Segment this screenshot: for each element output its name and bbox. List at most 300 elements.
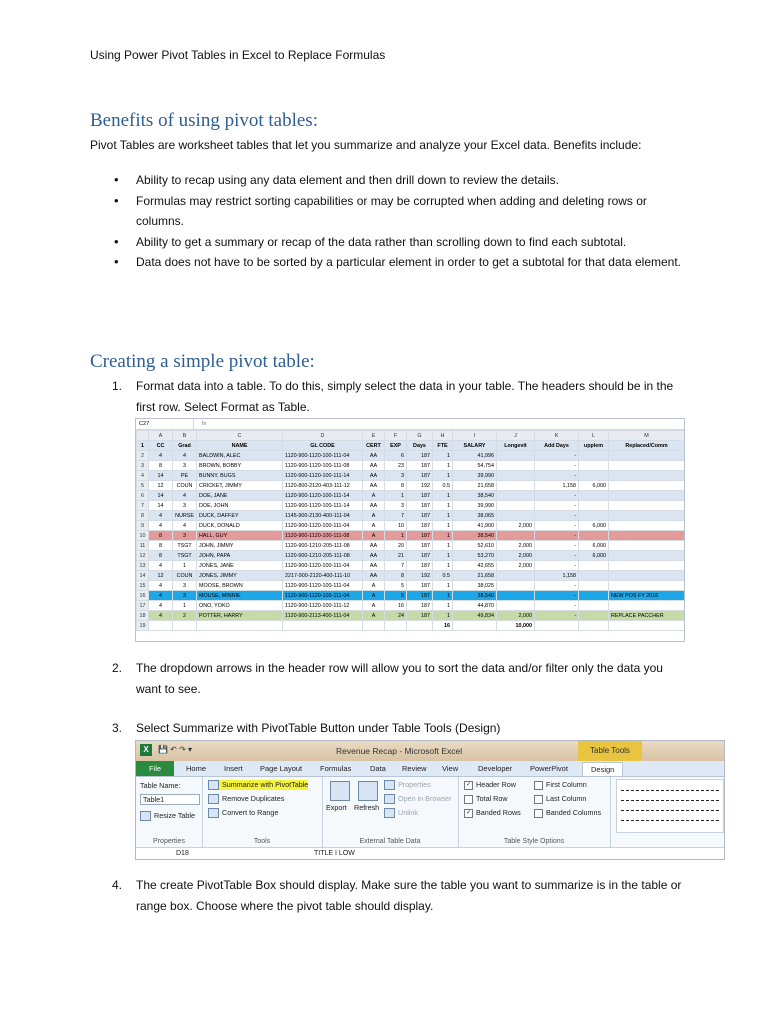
table-row	[137, 551, 685, 561]
quick-access-icons: 💾 ↶ ↷ ▾	[158, 745, 193, 754]
row-number: 19	[137, 621, 149, 631]
table-cell: -	[535, 511, 579, 521]
section-heading-benefits: Benefits of using pivot tables:	[90, 110, 318, 131]
table-cell: 39,990	[453, 471, 497, 481]
table-cell: 6,000	[579, 551, 609, 561]
table-cell: 3	[173, 461, 197, 471]
table-cell: 6,000	[579, 541, 609, 551]
refresh-icon	[358, 781, 378, 801]
table-cell: DUCK, DAFFEY	[197, 511, 283, 521]
table-cell: -	[535, 601, 579, 611]
unlink-button[interactable]: Unlink	[384, 808, 418, 818]
table-cell: 53,270	[453, 551, 497, 561]
table-cell: MOOSE, BROWN	[197, 581, 283, 591]
remove-duplicates-button[interactable]: Remove Duplicates	[208, 794, 284, 804]
table-cell: -	[535, 551, 579, 561]
table-header-row: 1 CC Grad NAME GL CODE CERT EXP Days FTE SALARY Longevit Add Days upplem Replaced/Comm	[137, 441, 685, 451]
table-cell: 10,000	[497, 621, 535, 631]
table-cell: 41,900	[453, 521, 497, 531]
table-cell: MOUSE, MINNIE	[197, 591, 283, 601]
open-in-browser-button[interactable]: Open in Browser	[384, 794, 452, 804]
banded-columns-checkbox[interactable]: Banded Columns	[534, 808, 601, 818]
table-cell: 1	[433, 541, 453, 551]
list-item: • Ability to recap using any data element and then drill down to review the details.	[112, 170, 682, 191]
table-cell	[609, 471, 685, 481]
table-cell	[609, 551, 685, 561]
table-row	[137, 581, 685, 591]
table-cell: DUCK, DONALD	[197, 521, 283, 531]
table-cell: 4	[149, 561, 173, 571]
tab-page-layout[interactable]: Page Layout	[260, 764, 303, 773]
table-cell: 1145-900-2130-400-111-04	[283, 511, 363, 521]
table-cell: 8	[385, 571, 407, 581]
intro-paragraph: Pivot Tables are worksheet tables that let you summarize and analyze your Excel data. Benefits include:	[90, 138, 642, 152]
table-cell	[609, 451, 685, 461]
table-cell	[579, 491, 609, 501]
table-cell: PE	[173, 471, 197, 481]
table-cell: -	[535, 461, 579, 471]
table-cell: 1	[433, 451, 453, 461]
table-cell	[497, 531, 535, 541]
table-row	[137, 521, 685, 531]
table-cell: 1	[433, 501, 453, 511]
convert-range-icon	[208, 808, 219, 818]
table-cell: 23	[385, 461, 407, 471]
table-cell: 1	[433, 601, 453, 611]
table-cell: 4	[173, 491, 197, 501]
table-cell: 8	[149, 461, 173, 471]
table-cell: NURSE	[173, 511, 197, 521]
table-row	[137, 621, 685, 631]
table-cell	[579, 621, 609, 631]
row-number: 16	[137, 591, 149, 601]
table-row	[137, 511, 685, 521]
table-cell: 1	[433, 471, 453, 481]
table-cell: JOHN, JIMMY	[197, 541, 283, 551]
table-row	[137, 561, 685, 571]
table-row	[137, 541, 685, 551]
table-cell	[497, 461, 535, 471]
table-cell: 41,996	[453, 451, 497, 461]
table-cell: 3	[173, 581, 197, 591]
ribbon-formula-strip	[136, 847, 724, 860]
table-cell: DOE, JANE	[197, 491, 283, 501]
table-cell: A	[363, 581, 385, 591]
header-row-checkbox[interactable]: ✓ Header Row	[465, 780, 516, 789]
ribbon-body	[136, 777, 724, 847]
table-row	[137, 601, 685, 611]
table-cell	[609, 601, 685, 611]
row-number: 6	[137, 491, 149, 501]
step-text: The create PivotTable Box should display. Make sure the table you want to summarize is in the table or range box. Choose where the pivot table should display.	[136, 878, 682, 913]
excel-ribbon-screenshot	[135, 740, 725, 860]
table-cell: 5	[385, 591, 407, 601]
tab-data[interactable]: Data	[370, 764, 386, 773]
table-cell: 12	[149, 571, 173, 581]
tab-design[interactable]: Design	[582, 762, 623, 776]
table-cell: 42,655	[453, 561, 497, 571]
export-icon	[330, 781, 350, 801]
table-cell: 4	[149, 581, 173, 591]
step-number: 3.	[112, 721, 123, 735]
table-cell: 1120-900-1120-100-111-04	[283, 451, 363, 461]
row-number: 5	[137, 481, 149, 491]
table-cell: 52,610	[453, 541, 497, 551]
table-row	[137, 471, 685, 481]
table-cell	[497, 471, 535, 481]
step-number: 2.	[112, 661, 123, 675]
table-cell	[579, 451, 609, 461]
step-text: Select Summarize with PivotTable Button under Table Tools (Design)	[136, 721, 501, 735]
table-cell: 1120-900-1120-100-111-12	[283, 601, 363, 611]
table-cell: 1	[433, 581, 453, 591]
table-cell: -	[535, 471, 579, 481]
tab-developer[interactable]: Developer	[478, 764, 513, 773]
tools-group	[202, 777, 323, 847]
table-cell: 1120-900-1210-205-111-08	[283, 541, 363, 551]
table-cell: 187	[407, 511, 433, 521]
row-number: 4	[137, 471, 149, 481]
formula-bar	[136, 419, 684, 430]
table-cell: JONES, JIMMY	[197, 571, 283, 581]
table-cell: 187	[407, 521, 433, 531]
table-cell: A	[363, 511, 385, 521]
table-cell: 3	[385, 501, 407, 511]
table-cell: TSGT	[173, 541, 197, 551]
properties-button[interactable]: Properties	[384, 780, 431, 790]
resize-table-icon	[140, 811, 151, 821]
table-name-label: Table Name:	[140, 781, 181, 790]
table-cell: 21,658	[453, 481, 497, 491]
table-cell	[497, 481, 535, 491]
table-cell: A	[363, 611, 385, 621]
table-cell: 3	[173, 591, 197, 601]
table-cell: 10	[385, 521, 407, 531]
table-cell: -	[535, 591, 579, 601]
table-cell: NEW POS FY 2016	[609, 591, 685, 601]
table-cell: 1120-800-2120-403-111-12	[283, 481, 363, 491]
table-cell: AA	[363, 501, 385, 511]
external-table-data-group	[322, 777, 459, 847]
table-cell: 38,540	[453, 531, 497, 541]
properties-icon	[384, 780, 395, 790]
table-cell: 187	[407, 561, 433, 571]
table-cell	[609, 571, 685, 581]
table-cell: 2,000	[497, 551, 535, 561]
table-cell	[579, 531, 609, 541]
table-cell: CRICKET, JIMMY	[197, 481, 283, 491]
table-cell: 0.5	[433, 571, 453, 581]
table-row	[137, 491, 685, 501]
table-cell: JOHN, PAPA	[197, 551, 283, 561]
table-cell: -	[535, 531, 579, 541]
table-cell: -	[535, 491, 579, 501]
table-cell: 38,025	[453, 581, 497, 591]
step-text: The dropdown arrows in the header row will allow you to sort the data and/or filter only the data you want to see.	[136, 661, 663, 696]
table-cell: 16	[433, 621, 453, 631]
table-cell: 1120-900-1120-100-111-04	[283, 591, 363, 601]
table-cell: 38,540	[453, 591, 497, 601]
row-number: 12	[137, 551, 149, 561]
table-cell	[579, 461, 609, 471]
table-cell: -	[535, 501, 579, 511]
last-column-checkbox[interactable]: Last Column	[534, 794, 586, 804]
tab-powerpivot[interactable]: PowerPivot	[530, 764, 568, 773]
list-item: • Ability to get a summary or recap of the data rather than scrolling down to find each subtotal.	[112, 232, 682, 253]
table-cell: AA	[363, 551, 385, 561]
table-cell	[609, 541, 685, 551]
table-cell: AA	[363, 541, 385, 551]
table-cell: -	[535, 611, 579, 621]
browser-icon	[384, 794, 395, 804]
table-cell	[609, 521, 685, 531]
table-cell	[579, 501, 609, 511]
table-cell	[497, 581, 535, 591]
table-cell: 5	[385, 581, 407, 591]
table-row	[137, 571, 685, 581]
step-4	[112, 875, 687, 917]
table-cell: 0.5	[433, 481, 453, 491]
row-number: 7	[137, 501, 149, 511]
table-row	[137, 451, 685, 461]
table-cell: 1	[173, 561, 197, 571]
table-cell	[173, 621, 197, 631]
table-cell: 1120-900-1120-100-111-14	[283, 471, 363, 481]
table-cell: 1120-900-1120-100-111-14	[283, 501, 363, 511]
table-cell: ONO, YOKO	[197, 601, 283, 611]
table-cell: 24	[385, 611, 407, 621]
table-cell: 1120-900-1120-100-111-04	[283, 581, 363, 591]
step-text: Format data into a table. To do this, simply select the data in your table. The headers should be in the first row. Select Format as Table.	[136, 379, 674, 414]
table-cell: 1	[173, 601, 197, 611]
list-item: • Formulas may restrict sorting capabilities or may be corrupted when adding and deleting rows or columns.	[112, 191, 682, 232]
row-number: 15	[137, 581, 149, 591]
table-cell: 7	[385, 511, 407, 521]
table-style-options-group	[458, 777, 611, 847]
table-cell: 1	[433, 491, 453, 501]
table-cell	[497, 491, 535, 501]
table-cell: 1	[433, 521, 453, 531]
convert-to-range-button[interactable]: Convert to Range	[208, 808, 278, 818]
table-cell: 187	[407, 611, 433, 621]
table-cell: 4	[149, 591, 173, 601]
table-cell: AA	[363, 451, 385, 461]
table-cell: 1120-900-1120-100-111-08	[283, 531, 363, 541]
fx-icon: fx	[202, 421, 207, 427]
total-row-checkbox[interactable]: Total Row	[464, 794, 508, 804]
list-item: • Data does not have to be sorted by a particular element in order to get a subtotal for that data element.	[112, 252, 682, 273]
table-cell: 7	[385, 561, 407, 571]
table-cell: 187	[407, 501, 433, 511]
table-cell	[609, 491, 685, 501]
table-cell	[497, 511, 535, 521]
window-title: Revenue Recap - Microsoft Excel	[336, 746, 463, 756]
table-cell	[197, 621, 283, 631]
table-cell: 4	[149, 451, 173, 461]
table-cell	[609, 621, 685, 631]
table-cell: 187	[407, 591, 433, 601]
table-cell: 187	[407, 451, 433, 461]
row-number: 3	[137, 461, 149, 471]
table-cell: 14	[149, 501, 173, 511]
tab-formulas[interactable]: Formulas	[320, 764, 352, 773]
table-cell	[609, 461, 685, 471]
page-header: Using Power Pivot Tables in Excel to Replace Formulas	[90, 48, 386, 62]
table-cell: 2	[173, 611, 197, 621]
spreadsheet-screenshot	[135, 418, 685, 642]
table-cell	[149, 621, 173, 631]
table-cell: -	[535, 451, 579, 461]
table-cell: 12	[149, 481, 173, 491]
table-cell	[579, 561, 609, 571]
table-row	[137, 461, 685, 471]
group-label: Tools	[253, 838, 271, 845]
table-cell: 1120-900-1120-100-111-04	[283, 561, 363, 571]
ribbon-title-bar	[136, 741, 724, 761]
table-cell: 1	[433, 461, 453, 471]
table-cell: 3	[173, 531, 197, 541]
table-cell: COUN	[173, 481, 197, 491]
row-number: 18	[137, 611, 149, 621]
table-cell: 1120-900-1120-100-111-08	[283, 461, 363, 471]
table-cell	[497, 591, 535, 601]
table-cell: BROWN, BOBBY	[197, 461, 283, 471]
table-row	[137, 501, 685, 511]
table-cell: 44,870	[453, 601, 497, 611]
table-cell: JONES, JANE	[197, 561, 283, 571]
table-cell: 4	[173, 521, 197, 531]
group-label: External Table Data	[359, 838, 421, 845]
data-table	[136, 430, 685, 631]
table-cell: HALL, GUY	[197, 531, 283, 541]
table-cell	[579, 511, 609, 521]
table-cell: -	[535, 581, 579, 591]
table-cell	[609, 561, 685, 571]
table-cell	[283, 621, 363, 631]
table-cell: 1,158	[535, 571, 579, 581]
table-cell: 1	[433, 531, 453, 541]
table-cell	[497, 571, 535, 581]
table-cell: 8	[149, 541, 173, 551]
table-cell: 6	[385, 451, 407, 461]
table-cell	[609, 481, 685, 491]
table-cell: 187	[407, 471, 433, 481]
row-number: 10	[137, 531, 149, 541]
table-cell: 4	[149, 611, 173, 621]
row-number: 14	[137, 571, 149, 581]
table-cell: -	[535, 541, 579, 551]
banded-rows-checkbox[interactable]: ✓ Banded Rows	[465, 808, 521, 817]
table-cell: 2,000	[497, 561, 535, 571]
table-cell: A	[363, 521, 385, 531]
table-cell	[609, 501, 685, 511]
table-cell	[535, 621, 579, 631]
table-cell	[579, 581, 609, 591]
status-cell-ref: D18	[176, 850, 189, 857]
table-cell: 39,990	[453, 501, 497, 511]
table-cell: BALDWIN, ALEC	[197, 451, 283, 461]
row-number: 11	[137, 541, 149, 551]
table-cell	[453, 621, 497, 631]
group-label: Table Style Options	[503, 838, 565, 845]
table-cell: 1	[433, 561, 453, 571]
table-cell: 1120-900-1120-100-111-04	[283, 521, 363, 531]
table-cell: 1,158	[535, 481, 579, 491]
table-styles-gallery[interactable]	[616, 779, 724, 833]
table-cell: 187	[407, 531, 433, 541]
table-cell: A	[363, 601, 385, 611]
summarize-pivottable-button[interactable]: Summarize with PivotTable	[208, 780, 308, 790]
row-number: 13	[137, 561, 149, 571]
table-cell: 187	[407, 581, 433, 591]
table-name-input[interactable]: Table1	[140, 794, 200, 805]
ribbon-tabs	[136, 761, 724, 777]
group-label: Properties	[153, 838, 185, 845]
table-cell: 20	[385, 541, 407, 551]
table-cell: 14	[149, 491, 173, 501]
table-cell: AA	[363, 561, 385, 571]
refresh-button[interactable]: Refresh	[354, 803, 380, 812]
row-number: 9	[137, 521, 149, 531]
table-cell: 1	[433, 611, 453, 621]
table-cell	[579, 471, 609, 481]
table-cell: 21	[385, 551, 407, 561]
table-cell	[497, 601, 535, 611]
table-cell: 3	[385, 471, 407, 481]
table-cell: A	[363, 591, 385, 601]
tab-file[interactable]: File	[136, 761, 174, 776]
table-row	[137, 531, 685, 541]
tab-home[interactable]: Home	[186, 764, 207, 773]
table-cell: 21,658	[453, 571, 497, 581]
table-cell: REPLACE PACCHER	[609, 611, 685, 621]
table-cell: 187	[407, 461, 433, 471]
table-cell: 4	[149, 511, 173, 521]
table-cell: 187	[407, 491, 433, 501]
export-button[interactable]: Export	[326, 803, 347, 812]
table-cell: 1120-900-1210-205-111-08	[283, 551, 363, 561]
table-cell: 8	[149, 531, 173, 541]
table-cell: 4	[149, 521, 173, 531]
row-number: 8	[137, 511, 149, 521]
table-cell: 1	[433, 511, 453, 521]
table-cell: AA	[363, 471, 385, 481]
table-cell	[579, 611, 609, 621]
table-cell	[407, 621, 433, 631]
resize-table-button[interactable]: Resize Table	[140, 811, 195, 821]
first-column-checkbox[interactable]: First Column	[534, 780, 587, 790]
tab-insert[interactable]: Insert	[224, 764, 243, 773]
table-cell: 187	[407, 601, 433, 611]
table-cell	[609, 511, 685, 521]
tab-view[interactable]: View	[442, 764, 459, 773]
table-cell: 14	[149, 471, 173, 481]
table-cell: 1120-900-2113-400-111-04	[283, 611, 363, 621]
table-cell: -	[535, 521, 579, 531]
tab-review[interactable]: Review	[402, 764, 427, 773]
table-cell: 2,000	[497, 521, 535, 531]
table-cell	[385, 621, 407, 631]
table-cell: 192	[407, 571, 433, 581]
table-cell: 1120-900-1120-100-111-14	[283, 491, 363, 501]
table-cell	[609, 531, 685, 541]
table-cell: AA	[363, 571, 385, 581]
table-cell: 1	[385, 491, 407, 501]
step-number: 1.	[112, 379, 123, 393]
table-row	[137, 611, 685, 621]
table-cell: 1	[433, 591, 453, 601]
table-cell: 6,000	[579, 481, 609, 491]
